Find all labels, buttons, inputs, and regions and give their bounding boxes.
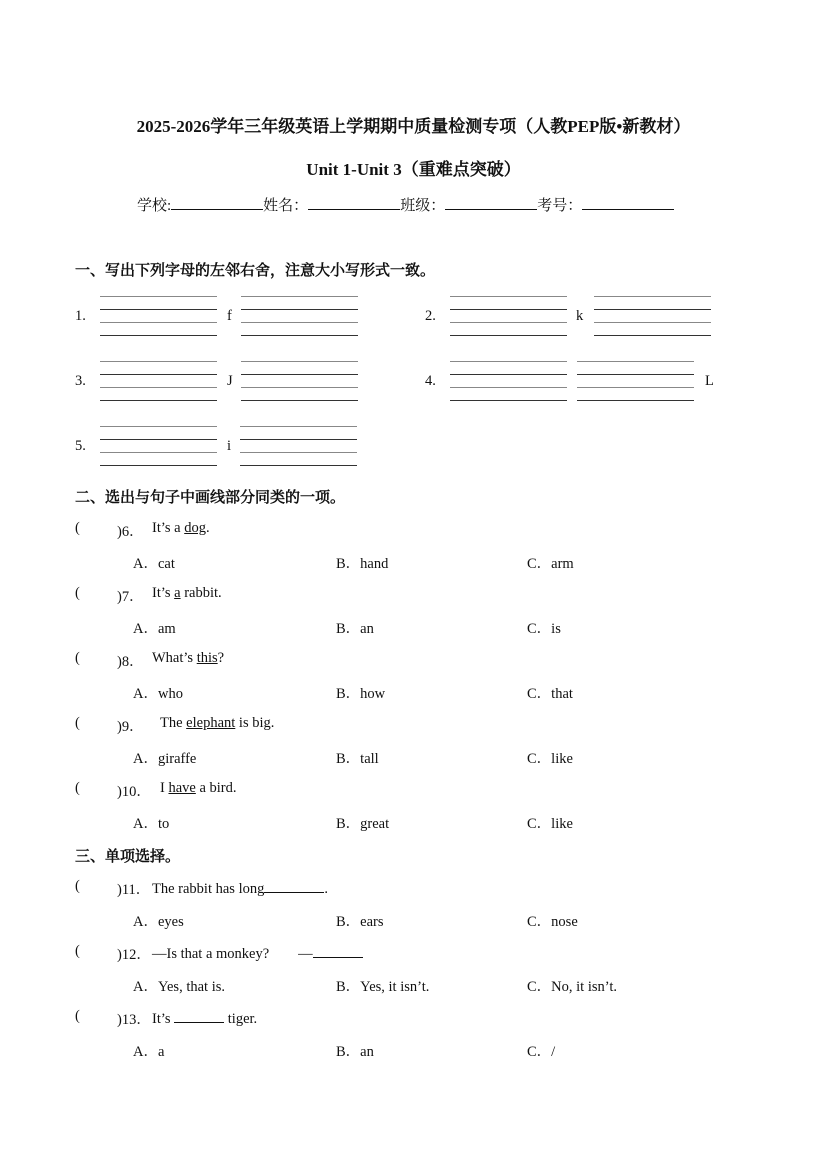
grid-line	[450, 387, 567, 388]
item-number: 3.	[75, 373, 86, 389]
given-letter: k	[576, 308, 584, 324]
item-number: 4.	[425, 373, 436, 389]
grid-line	[577, 387, 694, 388]
option-b[interactable]: B．ears	[336, 914, 384, 930]
grid-line	[594, 296, 711, 297]
given-letter: f	[227, 308, 232, 324]
question-text	[152, 943, 363, 963]
underlined-word: this	[196, 650, 218, 666]
exam-no-label: 考号：	[537, 198, 583, 214]
question-text-part: It’s	[152, 585, 175, 601]
four-line-grid[interactable]	[450, 296, 567, 336]
student-info	[137, 194, 674, 215]
question-text	[160, 780, 237, 797]
page-title: 2025-2026学年三年级英语上学期期中质量检测专项（人教PEP版•新教材）	[136, 117, 691, 136]
grid-line	[450, 335, 567, 336]
item-number: 2.	[425, 308, 436, 324]
question-text	[152, 1008, 257, 1028]
option-a[interactable]: A．eyes	[133, 914, 184, 930]
question-text-part: tiger.	[224, 1011, 258, 1027]
grid-line	[100, 309, 217, 310]
option-a[interactable]: A．who	[133, 686, 183, 702]
answer-blank[interactable]	[174, 1008, 224, 1023]
four-line-grid[interactable]	[450, 361, 567, 401]
option-a[interactable]: A．to	[133, 816, 170, 832]
grid-line	[100, 361, 217, 362]
grid-line	[241, 322, 358, 323]
grid-line	[241, 400, 358, 401]
question-text-part: What’s	[152, 650, 197, 666]
question-number: )13．	[117, 1012, 151, 1028]
answer-blank[interactable]	[313, 943, 363, 958]
option-b[interactable]: B．an	[336, 621, 374, 637]
grid-line	[241, 309, 358, 310]
option-c[interactable]: C．/	[527, 1044, 556, 1060]
option-a[interactable]: A．a	[133, 1044, 165, 1060]
grid-line	[594, 309, 711, 310]
question-text-part: is big.	[235, 715, 275, 731]
grid-line	[241, 374, 358, 375]
answer-paren-open[interactable]: (	[75, 1008, 80, 1024]
answer-paren-open[interactable]: (	[75, 943, 80, 959]
section1-heading: 一、写出下列字母的左邻右舍，注意大小写形式一致。	[75, 263, 436, 279]
section2-heading: 二、选出与句子中画线部分同类的一项。	[75, 490, 346, 506]
question-text-part: The	[160, 715, 187, 731]
four-line-grid[interactable]	[100, 296, 217, 336]
question-text	[152, 520, 210, 537]
option-c[interactable]: C．No, it isn’t.	[527, 979, 617, 995]
question-text	[152, 878, 328, 898]
option-b[interactable]: B．great	[336, 816, 390, 832]
answer-paren-open[interactable]: (	[75, 520, 80, 536]
class-label: 班级：	[400, 198, 446, 214]
question-text-part: .	[205, 520, 210, 536]
question-text-part: It’s	[152, 1011, 175, 1027]
option-b[interactable]: B．an	[336, 1044, 374, 1060]
given-letter: J	[227, 373, 233, 389]
grid-line	[100, 387, 217, 388]
question-text-part: The rabbit has long	[152, 881, 265, 897]
option-c[interactable]: C．like	[527, 751, 573, 767]
underlined-word: have	[168, 780, 196, 796]
question-number: )7．	[117, 589, 144, 605]
underlined-word: a	[174, 585, 181, 601]
grid-line	[450, 361, 567, 362]
grid-line	[100, 335, 217, 336]
class-field[interactable]	[445, 195, 537, 210]
question-number: )9．	[117, 719, 144, 735]
grid-line	[100, 426, 217, 427]
school-label: 学校:	[137, 198, 172, 214]
option-c[interactable]: C．like	[527, 816, 573, 832]
question-number: )11．	[117, 882, 151, 898]
question-number: )6．	[117, 524, 144, 540]
question-text	[152, 650, 224, 667]
question-text	[160, 715, 274, 732]
question-text-part: .	[324, 881, 328, 897]
grid-line	[100, 439, 217, 440]
answer-paren-open[interactable]: (	[75, 585, 80, 601]
grid-line	[450, 296, 567, 297]
given-letter: i	[227, 438, 232, 454]
four-line-grid[interactable]	[241, 296, 358, 336]
grid-line	[241, 335, 358, 336]
grid-line	[577, 374, 694, 375]
question-text-part: It’s a	[152, 520, 185, 536]
answer-paren-open[interactable]: (	[75, 878, 80, 894]
option-c[interactable]: C．nose	[527, 914, 578, 930]
given-letter: L	[705, 373, 714, 389]
question-number: )12．	[117, 947, 151, 963]
four-line-grid[interactable]	[100, 426, 217, 466]
grid-line	[240, 465, 357, 466]
option-b[interactable]: B．tall	[336, 751, 379, 767]
option-b[interactable]: B．Yes, it isn’t.	[336, 979, 430, 995]
question-text-part: a bird.	[195, 780, 237, 796]
answer-blank[interactable]	[264, 878, 324, 893]
grid-line	[240, 426, 357, 427]
question-text-part: rabbit.	[180, 585, 222, 601]
section3-heading: 三、单项选择。	[75, 849, 181, 865]
name-field[interactable]	[308, 195, 400, 210]
answer-paren-open[interactable]: (	[75, 715, 80, 731]
underlined-word: elephant	[186, 715, 236, 731]
grid-line	[450, 309, 567, 310]
grid-line	[100, 374, 217, 375]
item-number: 1.	[75, 308, 86, 324]
underlined-word: dog	[184, 520, 206, 536]
four-line-grid[interactable]	[577, 361, 694, 401]
grid-line	[450, 400, 567, 401]
question-number: )10．	[117, 784, 151, 800]
four-line-grid[interactable]	[100, 361, 217, 401]
option-b[interactable]: B．how	[336, 686, 386, 702]
grid-line	[241, 296, 358, 297]
option-c[interactable]: C．arm	[527, 556, 574, 572]
grid-line	[100, 296, 217, 297]
option-a[interactable]: A．giraffe	[133, 751, 197, 767]
grid-line	[450, 322, 567, 323]
grid-line	[241, 361, 358, 362]
option-a[interactable]: A．cat	[133, 556, 175, 572]
grid-line	[241, 387, 358, 388]
page-subtitle: Unit 1-Unit 3（重难点突破）	[306, 160, 521, 179]
grid-line	[577, 361, 694, 362]
name-label: 姓名：	[263, 198, 309, 214]
four-line-grid[interactable]	[240, 426, 357, 466]
school-field[interactable]	[171, 195, 263, 210]
question-number: )8．	[117, 654, 144, 670]
option-c[interactable]: C．that	[527, 686, 573, 702]
grid-line	[577, 400, 694, 401]
question-text-part: —Is that a monkey? —	[152, 946, 313, 962]
grid-line	[100, 452, 217, 453]
option-a[interactable]: A．Yes, that is.	[133, 979, 225, 995]
grid-line	[100, 322, 217, 323]
question-text	[152, 585, 222, 602]
grid-line	[594, 335, 711, 336]
grid-line	[450, 374, 567, 375]
grid-line	[240, 439, 357, 440]
option-c[interactable]: C．is	[527, 621, 561, 637]
option-a[interactable]: A．am	[133, 621, 176, 637]
exam-no-field[interactable]	[582, 195, 674, 210]
four-line-grid[interactable]	[594, 296, 711, 336]
question-text-part: I	[160, 780, 169, 796]
option-b[interactable]: B．hand	[336, 556, 389, 572]
grid-line	[100, 400, 217, 401]
answer-paren-open[interactable]: (	[75, 780, 80, 796]
four-line-grid[interactable]	[241, 361, 358, 401]
item-number: 5.	[75, 438, 86, 454]
grid-line	[240, 452, 357, 453]
grid-line	[100, 465, 217, 466]
answer-paren-open[interactable]: (	[75, 650, 80, 666]
grid-line	[594, 322, 711, 323]
question-text-part: ?	[217, 650, 225, 666]
